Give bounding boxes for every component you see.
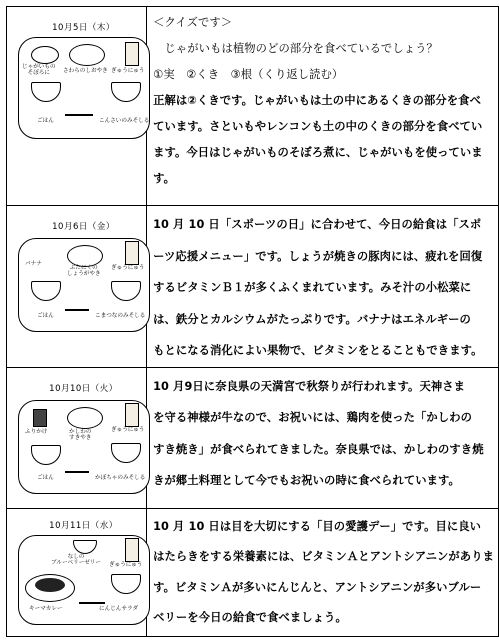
menu-illustration-cell xyxy=(7,7,150,206)
text-line: を守る神様が牛なので、お祝いには、鶏肉を使った「かしわの xyxy=(153,411,472,424)
text-line: 10 月 10 日は目を大切にする「目の愛護デー」です。目に良い xyxy=(153,519,482,533)
lunch-tray xyxy=(18,535,150,625)
text-line: はたらきをする栄養素には、ビタミンＡとアントシアニンがありま xyxy=(153,550,494,563)
menu-text xyxy=(153,371,494,497)
menu-row xyxy=(7,206,499,368)
chopsticks-icon xyxy=(65,309,89,311)
food-label-soup: かぼちゃのみそしる xyxy=(95,474,146,481)
rice-bowl xyxy=(31,82,61,102)
food-label-main: ぶたにくの しょうがやき xyxy=(67,265,101,278)
food-label-soup: こまつなのみそしる xyxy=(95,313,146,319)
text-line: ます。今日はじゃがいものそぼろ煮に、じゃがいもを使っていま xyxy=(153,146,483,159)
menu-date: 10月6日（金） xyxy=(52,222,115,232)
text-line: もとになる消化によい果物で、ビタミンをとることもできます。 xyxy=(153,344,483,357)
menu-text xyxy=(153,512,494,634)
curry-roux xyxy=(35,578,65,592)
soup-bowl xyxy=(111,443,141,463)
menu-row xyxy=(7,7,499,206)
menu-text-cell xyxy=(147,7,499,206)
main-dish-plate xyxy=(67,407,103,429)
milk-carton-icon xyxy=(125,403,139,427)
text-line: す。 xyxy=(153,172,175,185)
food-label-dessert: なしの ブルーベリーゼリー xyxy=(51,553,102,566)
food-label-main: さわらのしおやき xyxy=(63,68,108,74)
milk-carton-icon xyxy=(125,42,139,66)
lunch-tray xyxy=(18,400,150,494)
menu-text xyxy=(153,10,494,192)
lunch-tray xyxy=(18,37,150,139)
menu-row xyxy=(7,367,499,508)
soup-bowl xyxy=(111,82,141,102)
food-label-salad: にんじんサラダ xyxy=(99,605,139,612)
text-line: きが郷土料理として今でもお祝いの時に食べられています。 xyxy=(153,474,460,487)
food-label-rice: ごはん xyxy=(37,118,54,124)
milk-carton-icon xyxy=(125,241,139,265)
soup-bowl xyxy=(111,281,141,301)
milk-carton-icon xyxy=(125,538,139,562)
main-dish-plate xyxy=(67,245,103,267)
spoon-icon xyxy=(79,602,105,604)
food-label-milk: ぎゅうにゅう xyxy=(111,426,145,433)
food-label-milk: ぎゅうにゅう xyxy=(111,265,145,271)
text-line: は、鉄分とカルシウムがたっぷりです。バナナはエネルギーの xyxy=(153,312,471,326)
main-dish-plate xyxy=(69,44,105,66)
menu-date: 10月11日（水） xyxy=(49,520,118,531)
salad-bowl xyxy=(111,574,141,594)
food-label-milk: ぎゅうにゅう xyxy=(109,561,143,568)
text-line: 10 月9日に奈良県の天満宮で秋祭りが行われます。天神さま xyxy=(153,379,466,393)
menu-date: 10月10日（火） xyxy=(49,383,118,394)
food-label-rice: ごはん xyxy=(37,313,54,319)
text-line: 正解は②くきです。じゃがいもは土の中にあるくきの部分を食べ xyxy=(153,94,481,107)
menu-date: 10月5日（木） xyxy=(52,23,115,33)
menu-text-cell xyxy=(147,367,499,508)
quiz-question: じゃがいもは植物のどの部分を食べているでしょう？ xyxy=(153,42,438,55)
rice-bowl xyxy=(31,445,61,465)
furikake-packet-icon xyxy=(33,409,47,427)
text-line: ベリーを今日の給食で食べましょう。 xyxy=(153,611,347,624)
food-label-furikake: ふりかけ xyxy=(25,428,48,435)
quiz-heading: ＜クイズです＞ xyxy=(153,16,233,29)
lunch-tray xyxy=(18,238,150,332)
rice-bowl xyxy=(31,281,61,301)
food-label-side: じゃがいもの そぼろに xyxy=(22,64,56,77)
food-label-rice: ごはん xyxy=(37,474,54,481)
food-label-fruit: バナナ xyxy=(25,261,42,267)
menu-text-cell xyxy=(147,206,499,368)
menu-row xyxy=(7,508,499,636)
text-line: するビタミンＢ１が多くふくまれています。みそ汁の小松菜に xyxy=(153,281,472,294)
dessert-cup xyxy=(73,540,97,554)
text-line: ています。さといもやレンコンも土の中のくきの部分を食べてい xyxy=(153,120,483,133)
text-line: ーツ応援メニュー」です。しょうが焼きの豚肉には、疲れを回復 xyxy=(153,249,483,263)
quiz-choices: ①実 ②くき ③根（くり返し読む） xyxy=(153,68,344,81)
menu-table xyxy=(6,6,499,637)
menu-text xyxy=(153,209,494,367)
side-dish-plate xyxy=(31,46,59,64)
menu-illustration-cell xyxy=(7,367,147,508)
chopsticks-icon xyxy=(65,471,89,473)
menu-illustration-cell xyxy=(7,508,147,636)
text-line: 10 月 10 日「スポーツの日」に合わせて、今日の給食は「スポ xyxy=(153,218,482,231)
food-label-milk: ぎゅうにゅう xyxy=(111,68,145,74)
menu-illustration-cell xyxy=(7,206,147,368)
menu-text-cell xyxy=(147,508,499,636)
food-label-soup: こんさいのみそしる xyxy=(99,118,150,124)
chopsticks-icon xyxy=(65,114,93,116)
food-label-main: かしわの すきやき xyxy=(69,428,92,441)
text-line: すき焼き」が食べられてきました。奈良県では、かしわのすき焼 xyxy=(153,442,484,456)
food-label-main: キーマカレー xyxy=(29,605,63,612)
text-line: す。ビタミンＡが多いにんじんと、アントシアニンが多いブルー xyxy=(153,580,482,594)
